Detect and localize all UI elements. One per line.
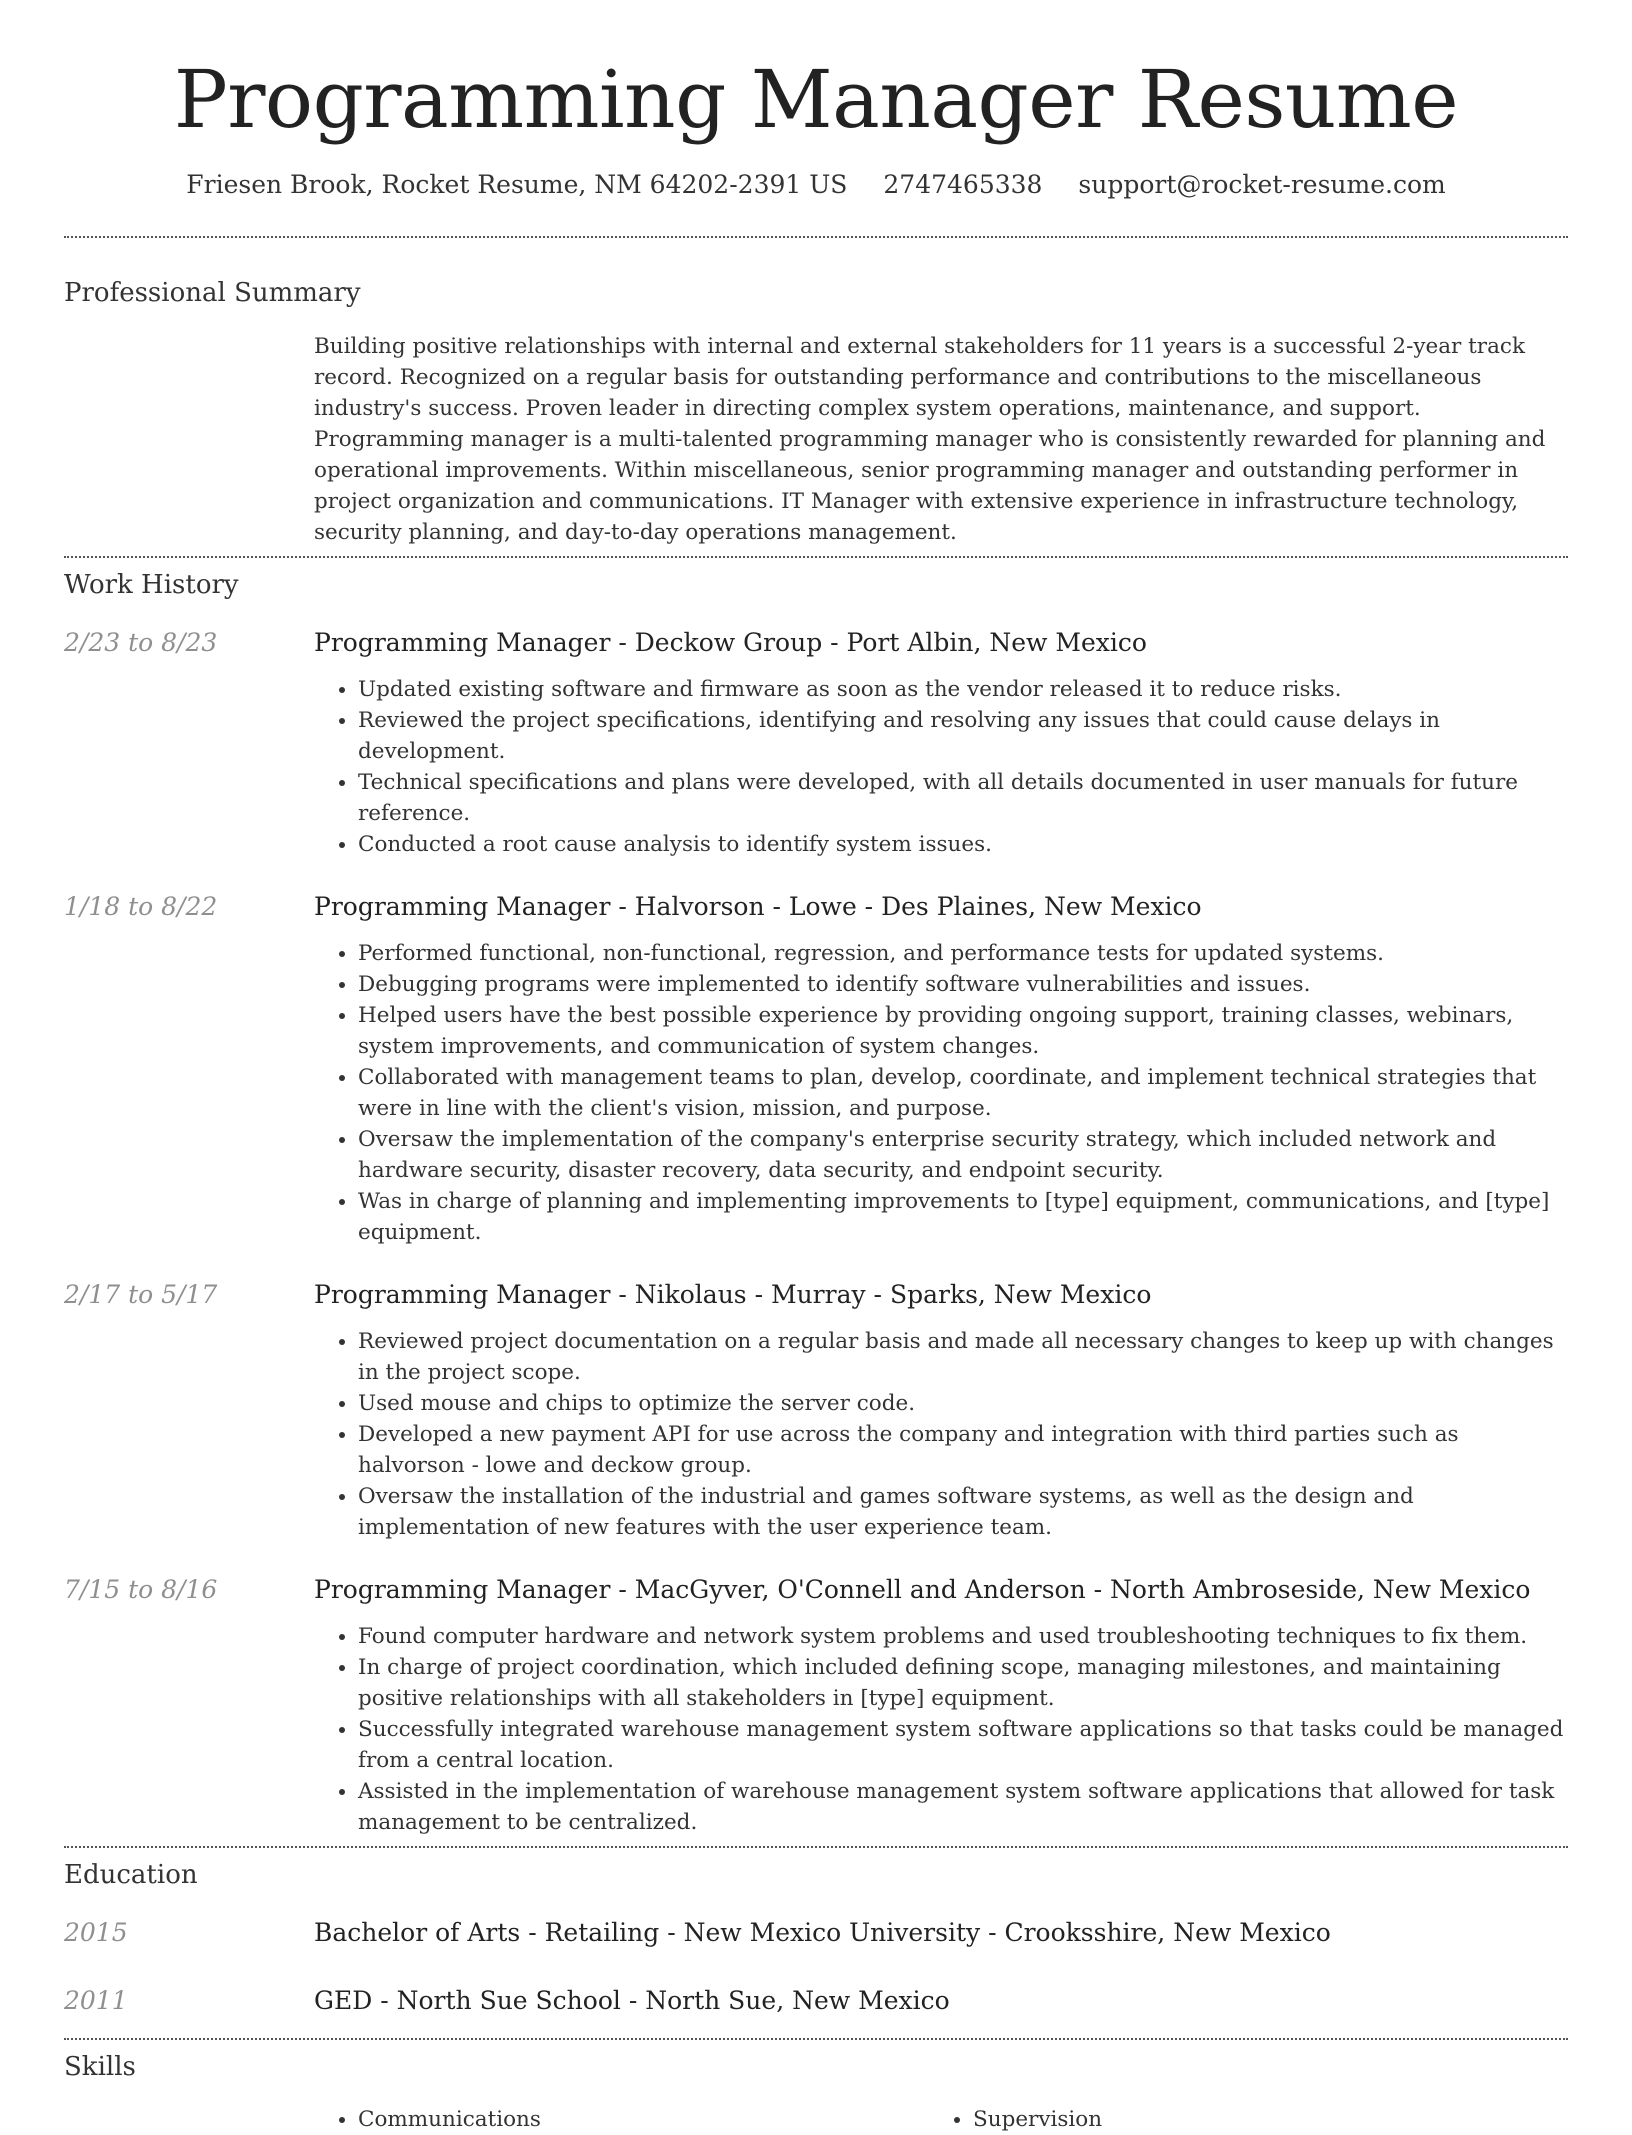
contact-phone: 2747465338 (883, 170, 1043, 199)
divider (64, 556, 1568, 558)
job-bullets (314, 1326, 1568, 1543)
skill-item: • Communications (358, 2104, 929, 2135)
job-entry (64, 626, 1568, 860)
job-bullet: • Reviewed project documentation on a regular basis and made all necessary changes to keep up with changes in the project scope. (358, 1326, 1568, 1388)
job-bullet: • Debugging programs were implemented to identify software vulnerabilities and issues. (358, 969, 1568, 1000)
job-dates: 2/17 to 5/17 (64, 1280, 218, 1309)
divider (64, 236, 1568, 238)
job-bullet: • Updated existing software and firmware as soon as the vendor released it to reduce risks. (358, 674, 1568, 705)
job-bullet: • Oversaw the installation of the industrial and games software systems, as well as the design and implementation of new features with the user experience team. (358, 1481, 1568, 1543)
job-entry (64, 1573, 1568, 1838)
job-dates: 7/15 to 8/16 (64, 1575, 218, 1604)
job-entry (64, 1278, 1568, 1543)
education-entry (64, 1916, 1568, 1950)
job-bullet: • Used mouse and chips to optimize the server code. (358, 1388, 1568, 1419)
job-title: Programming Manager - Halvorson - Lowe - Des Plaines, New Mexico (314, 892, 1202, 921)
education-entry (64, 1984, 1568, 2018)
contact-address: Friesen Brook, Rocket Resume, NM 64202-2391 US (186, 170, 848, 199)
section-title-summary: Professional Summary (64, 278, 361, 308)
job-bullet: • Was in charge of planning and implementing improvements to [type] equipment, communications, and [type] equipment. (358, 1186, 1568, 1248)
summary-text: Building positive relationships with internal and external stakeholders for 11 years is a successful 2-year track record. Recognized on a regular basis for outstanding performance and contributions to the miscellaneous industry's success. Proven leader in directing complex system operations, maintenance, and support. Programming manager is a multi-talented programming manager who is consistently rewarded for planning and operational improvements. Within miscellaneous, senior programming manager and outstanding performer in project organization and communications. IT Manager with extensive experience in infrastructure technology, security planning, and day-to-day operations management. (314, 334, 1546, 545)
job-title: Programming Manager - Nikolaus - Murray - Sparks, New Mexico (314, 1280, 1152, 1309)
skills-column-left (314, 2104, 929, 2135)
section-title-work-history: Work History (64, 570, 239, 600)
job-bullets (314, 1621, 1568, 1838)
job-dates: 2/23 to 8/23 (64, 628, 218, 657)
contact-email: support@rocket-resume.com (1078, 170, 1446, 199)
education-degree: GED - North Sue School - North Sue, New Mexico (314, 1986, 950, 2015)
skills-list (314, 2104, 1568, 2135)
section-title-skills: Skills (64, 2052, 136, 2082)
job-dates: 1/18 to 8/22 (64, 892, 218, 921)
skill-item: • Supervision (973, 2104, 1544, 2135)
education-year: 2015 (64, 1918, 128, 1947)
divider (64, 1846, 1568, 1848)
divider (64, 2038, 1568, 2040)
skills-column-right (929, 2104, 1544, 2135)
education-degree: Bachelor of Arts - Retailing - New Mexico University - Crooksshire, New Mexico (314, 1918, 1331, 1947)
job-bullets (314, 938, 1568, 1248)
job-bullet: • Oversaw the implementation of the company's enterprise security strategy, which included network and hardware security, disaster recovery, data security, and endpoint security. (358, 1124, 1568, 1186)
job-bullet: • Developed a new payment API for use across the company and integration with third parties such as halvorson - lowe and deckow group. (358, 1419, 1568, 1481)
resume-page (64, 0, 1568, 2135)
job-bullet: • In charge of project coordination, which included defining scope, managing milestones, and maintaining positive relationships with all stakeholders in [type] equipment. (358, 1652, 1568, 1714)
job-title: Programming Manager - MacGyver, O'Connell and Anderson - North Ambroseside, New Mexico (314, 1575, 1531, 1604)
education-year: 2011 (64, 1986, 128, 2015)
section-title-education: Education (64, 1860, 198, 1890)
job-entry (64, 890, 1568, 1248)
job-bullets (314, 674, 1568, 860)
job-bullet: • Found computer hardware and network system problems and used troubleshooting techniques to fix them. (358, 1621, 1568, 1652)
job-bullet: • Performed functional, non-functional, regression, and performance tests for updated systems. (358, 938, 1568, 969)
job-bullet: • Helped users have the best possible experience by providing ongoing support, training classes, webinars, system improvements, and communication of system changes. (358, 1000, 1568, 1062)
job-title: Programming Manager - Deckow Group - Port Albin, New Mexico (314, 628, 1147, 657)
job-bullet: • Successfully integrated warehouse management system software applications so that tasks could be managed from a central location. (358, 1714, 1568, 1776)
job-bullet: • Conducted a root cause analysis to identify system issues. (358, 829, 1568, 860)
job-bullet: • Assisted in the implementation of warehouse management system software applications that allowed for task management to be centralized. (358, 1776, 1568, 1838)
job-bullet: • Collaborated with management teams to plan, develop, coordinate, and implement technical strategies that were in line with the client's vision, mission, and purpose. (358, 1062, 1568, 1124)
job-bullet: • Technical specifications and plans were developed, with all details documented in user manuals for future reference. (358, 767, 1568, 829)
contact-line (64, 168, 1568, 202)
job-bullet: • Reviewed the project specifications, identifying and resolving any issues that could cause delays in development. (358, 705, 1568, 767)
resume-title: Programming Manager Resume (173, 53, 1459, 146)
